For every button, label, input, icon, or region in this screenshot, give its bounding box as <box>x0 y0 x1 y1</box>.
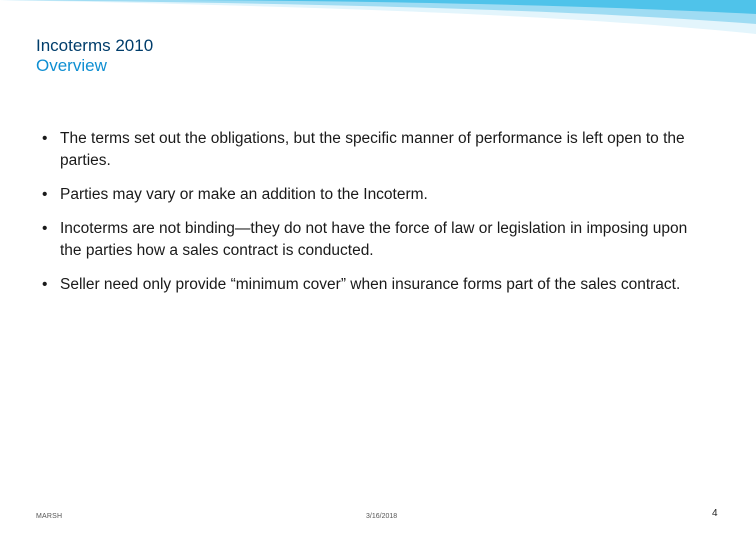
bullet-dot-icon: • <box>42 276 48 293</box>
bullet-dot-icon: • <box>42 186 48 203</box>
bullet-item <box>38 218 698 262</box>
bullet-text: Incoterms are not binding—they do not have the force of law or legislation in imposing upon the parties how a sales contract is conducted. <box>60 220 688 259</box>
header-swoosh-decoration <box>0 0 756 40</box>
bullet-text: Seller need only provide “minimum cover” when insurance forms part of the sales contract. <box>60 276 681 293</box>
bullet-text: Parties may vary or make an addition to the Incoterm. <box>60 186 428 203</box>
bullet-item <box>38 274 698 296</box>
title-subtitle: Overview <box>36 56 107 75</box>
bullet-item <box>38 128 698 172</box>
slide-title <box>36 36 153 76</box>
bullet-text: The terms set out the obligations, but the specific manner of performance is left open to the parties. <box>60 130 685 169</box>
page-number: 4 <box>712 508 718 519</box>
title-main: Incoterms 2010 <box>36 36 154 55</box>
bullet-dot-icon: • <box>42 130 48 147</box>
footer-company: MARSH <box>36 513 63 520</box>
bullet-item <box>38 184 698 206</box>
bullet-list <box>38 128 698 308</box>
footer-date: 3/16/2018 <box>366 513 398 520</box>
bullet-dot-icon: • <box>42 220 48 237</box>
